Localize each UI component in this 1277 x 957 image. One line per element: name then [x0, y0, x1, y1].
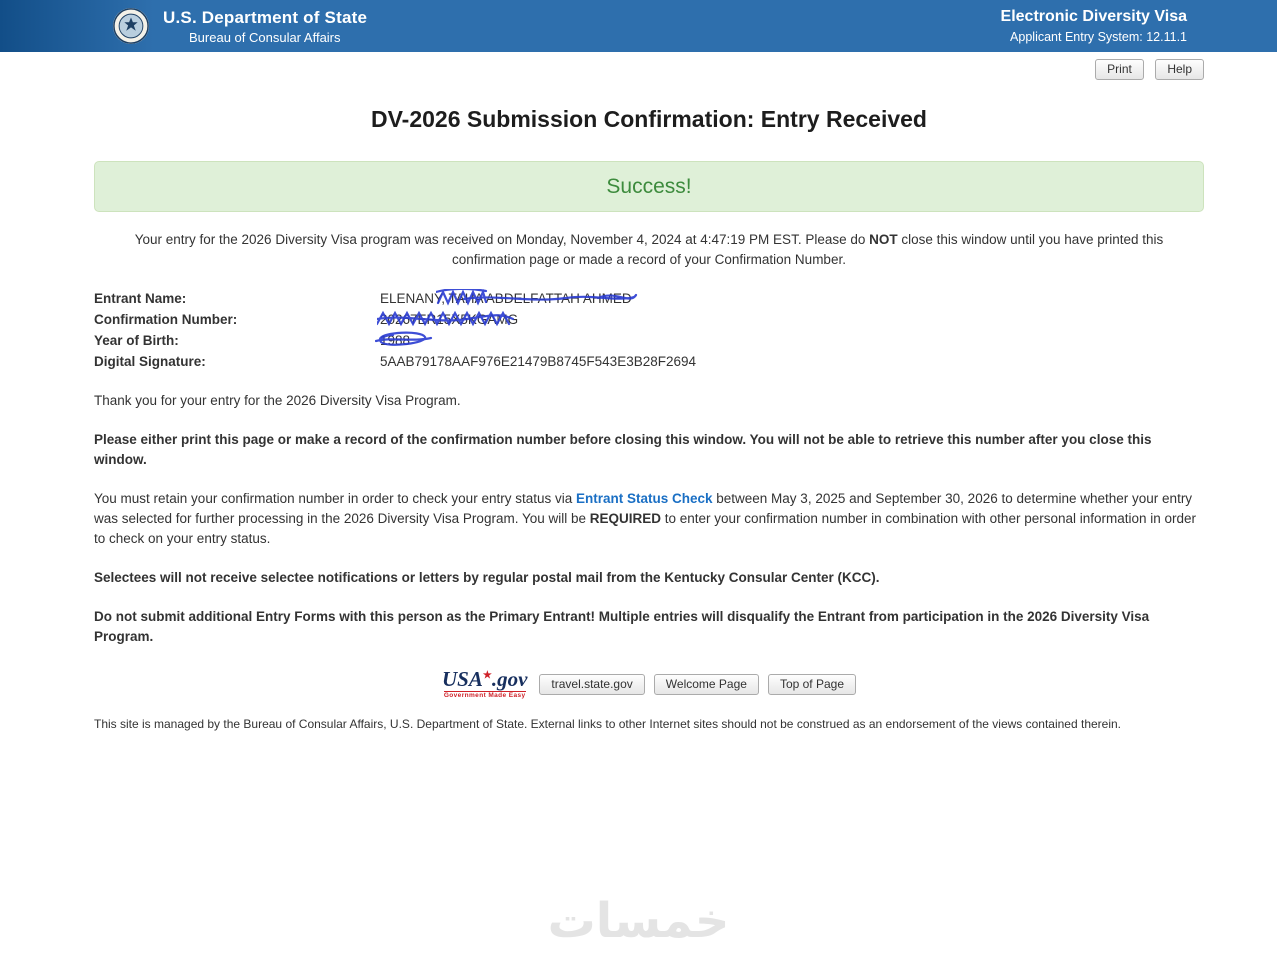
intro-text-2: close this window until you have printed this confirmation page or made a record of your Confirmation Number. [452, 232, 1164, 267]
entrant-name-label: Entrant Name: [94, 291, 187, 306]
khamsat-watermark: خمسات [547, 893, 730, 949]
travel-state-gov-button[interactable]: travel.state.gov [539, 674, 644, 695]
detail-row-confirmation-number [94, 309, 1204, 330]
usagov-gov-text: .gov [491, 667, 528, 691]
page-title: DV-2026 Submission Confirmation: Entry Received [371, 106, 927, 132]
intro-text-1: Your entry for the 2026 Diversity Visa program was received on Monday, November 4, 2024 at 4:47:19 PM EST. Please do [134, 232, 870, 247]
usagov-logo[interactable] [442, 669, 527, 700]
confirmation-number-text: 20267ER15X5KGAMG [380, 312, 519, 327]
usagov-tagline: Government Made Easy [443, 692, 526, 699]
usagov-usa-text: USA [442, 667, 483, 691]
status-text-3: to enter your confirmation number in combination with other personal information in order to check on your entry status. [94, 511, 1197, 546]
top-of-page-button[interactable]: Top of Page [768, 674, 856, 695]
status-bold-required: REQUIRED [589, 511, 662, 526]
help-button[interactable]: Help [1155, 59, 1204, 80]
app-version: Applicant Entry System: 12.11.1 [1010, 30, 1187, 44]
intro-paragraph [114, 230, 1184, 270]
entry-details [94, 288, 1204, 372]
header-right [1001, 8, 1187, 44]
header-titles [163, 8, 367, 45]
duplicate-warning-paragraph: Do not submit additional Entry Forms with this person as the Primary Entrant! Multiple entries will disqualify the Entrant from participation in the 2026 Diversity Visa Program. [94, 609, 1150, 644]
status-text-1: You must retain your confirmation number in order to check your entry status via [94, 491, 576, 506]
thanks-paragraph: Thank you for your entry for the 2026 Diversity Visa Program. [94, 393, 461, 408]
status-check-paragraph [94, 489, 1204, 549]
digital-signature-text: 5AAB79178AAF976E21479B8745F543E3B28F2694 [380, 354, 697, 369]
confirmation-number-label: Confirmation Number: [94, 312, 238, 327]
detail-row-digital-signature [94, 351, 1204, 372]
detail-row-year-of-birth [94, 330, 1204, 351]
confirmation-number-value [380, 309, 518, 330]
print-warning-paragraph: Please either print this page or make a record of the confirmation number before closing this window. You will not be able to retrieve this number after you close this window. [94, 432, 1152, 467]
app-title: Electronic Diversity Visa [1000, 8, 1187, 25]
entrant-name-text: ELENANY, TAHA ABDELFATTAH AHMED [380, 291, 632, 306]
welcome-page-button[interactable]: Welcome Page [654, 674, 759, 695]
status-text-2: between May 3, 2025 and September 30, 2026 to determine whether your entry was selected for further processing in the 2026 Diversity Visa Program. You will be [94, 491, 1193, 526]
main-content [94, 230, 1204, 734]
dos-seal-logo [112, 7, 150, 45]
year-of-birth-value [380, 330, 410, 351]
header-left [112, 7, 367, 45]
intro-bold-not: NOT [869, 232, 898, 247]
bureau-subtitle: Bureau of Consular Affairs [189, 29, 341, 45]
success-banner [94, 161, 1204, 212]
app-header [0, 0, 1277, 52]
toolbar [0, 59, 1204, 80]
success-text: Success! [606, 175, 692, 198]
selectees-paragraph: Selectees will not receive selectee notifications or letters by regular postal mail from the Kentucky Consular Center (KCC). [94, 570, 880, 585]
agency-title: U.S. Department of State [163, 7, 368, 27]
entrant-status-check-link[interactable]: Entrant Status Check [575, 491, 713, 506]
footer-link-bar [94, 669, 1204, 700]
year-of-birth-text: 1988 [380, 333, 411, 348]
digital-signature-label: Digital Signature: [94, 354, 206, 369]
usagov-wordmark [442, 669, 527, 690]
detail-row-entrant-name [94, 288, 1204, 309]
year-of-birth-label: Year of Birth: [94, 333, 179, 348]
star-icon: ★ [482, 670, 492, 681]
print-button[interactable]: Print [1095, 59, 1144, 80]
site-disclaimer: This site is managed by the Bureau of Consular Affairs, U.S. Department of State. External links to other Internet sites should not be construed as an endorsement of the views contained therein. [94, 716, 1122, 731]
digital-signature-value [380, 351, 696, 372]
entrant-name-value [380, 288, 632, 309]
